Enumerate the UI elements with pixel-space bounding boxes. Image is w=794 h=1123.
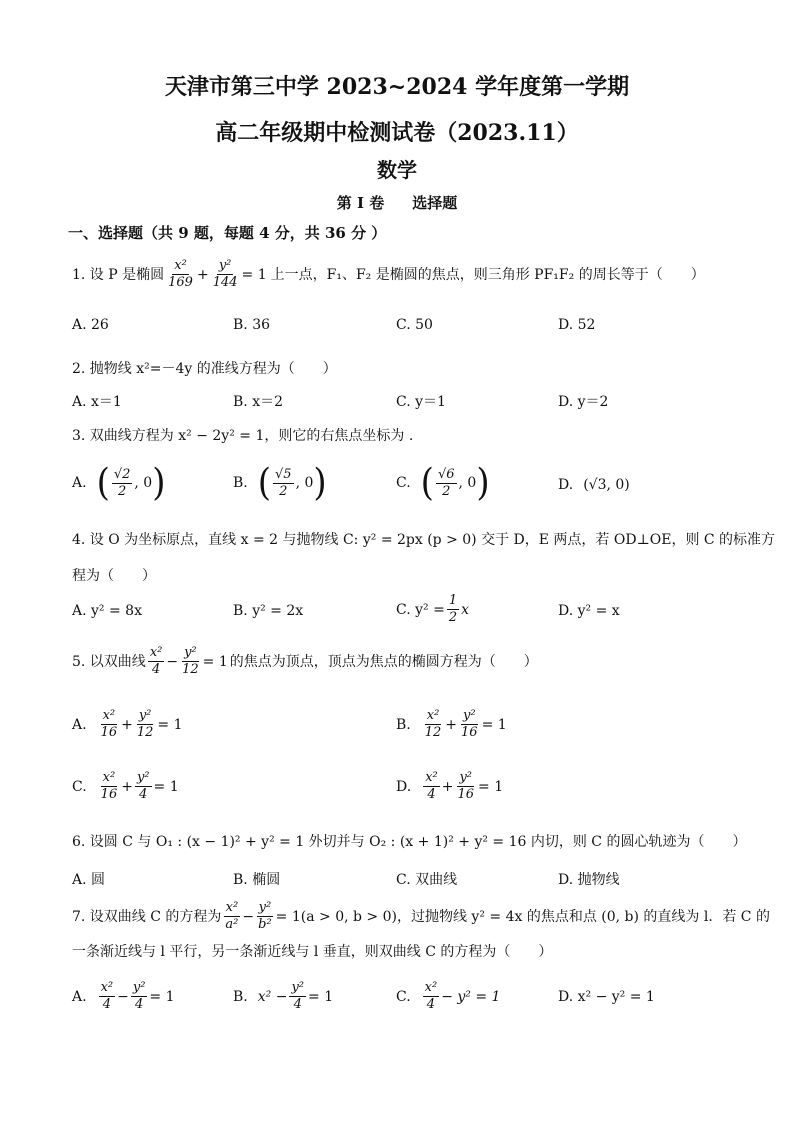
q7-frac-1: $\frac{\text{x²}}{\text{a²}}$ — [225, 900, 239, 932]
part-label: 第 I 卷 — [336, 194, 385, 212]
q5-frac-2: $\frac{\text{y²}}{12}$ — [182, 645, 199, 677]
exam-subject: 数学 — [377, 158, 417, 182]
q6-option-d[interactable]: D. 抛物线 — [558, 872, 620, 888]
q7-frac-2: $\frac{\text{y²}}{\text{b²}}$ — [258, 900, 272, 932]
q3-option-c[interactable]: C. ( $\frac{√6}{2}$ , 0 ) — [396, 461, 490, 505]
q7-option-b[interactable]: B. x² − $\frac{\text{y²}}{4}$ = 1 — [233, 980, 334, 1012]
q4-option-b[interactable]: B. y² = 2x — [233, 603, 304, 619]
q2-option-c[interactable]: C. y＝1 — [396, 394, 446, 410]
q4-option-a[interactable]: A. y² = 8x — [72, 603, 142, 619]
q1-option-c[interactable]: C. 50 — [396, 317, 433, 333]
question-7-line1: 7. 设双曲线 C 的方程为 $\frac{\text{x²}}{\text{a²}}$ − $\frac{\text{y²}}{\text{b²}}$ = 1(a > 0, b > 0)，过抛物线 y² = 4x 的焦点和点 (0, b) 的直线为 l．若 C 的 — [72, 900, 770, 932]
q3-option-a[interactable]: A. ( $\frac{√2}{2}$ , 0 ) — [72, 461, 166, 505]
q5-stem-pre: 5. 以双曲线 — [72, 653, 146, 670]
question-1 — [72, 258, 705, 291]
exam-part-heading — [0, 192, 794, 213]
q1-stem-post: 上一点，F₁、F₂ 是椭圆的焦点，则三角形 PF₁F₂ 的周长等于（ ） — [270, 266, 705, 283]
q7-option-d[interactable]: D. x² − y² = 1 — [558, 989, 655, 1005]
q6-option-a[interactable]: A. 圆 — [72, 872, 106, 888]
q1-stem-pre: 1. 设 P 是椭圆 — [72, 266, 165, 283]
question-3: 3. 双曲线方程为 x² − 2y² = 1，则它的右焦点坐标为 . — [72, 428, 414, 444]
question-4-line2: 程为（ ） — [72, 568, 156, 584]
q1-option-d[interactable]: D. 52 — [558, 317, 596, 333]
q5-option-a[interactable]: A. $\frac{\text{x²}}{16}$ + $\frac{\text{y²}}{12}$ = 1 — [72, 708, 183, 740]
q3c-frac: $\frac{√6}{2}$ — [437, 466, 455, 499]
q5-option-b[interactable]: B. $\frac{\text{x²}}{12}$ + $\frac{\text{y²}}{16}$ = 1 — [396, 708, 507, 740]
section-heading: 一、选择题（共 9 题，每题 4 分，共 36 分 ） — [68, 224, 387, 242]
q1-frac-1: $\frac{\text{x²}}{169}$ — [168, 258, 193, 290]
q6-option-b[interactable]: B. 椭圆 — [233, 872, 281, 888]
exam-title-line1: 天津市第三中学 2023~2024 学年度第一学期 — [164, 74, 630, 100]
part-name: 选择题 — [412, 194, 458, 212]
question-4-line1: 4. 设 O 为坐标原点，直线 x = 2 与抛物线 C: y² = 2px (p > 0) 交于 D，E 两点，若 OD⊥OE，则 C 的标准方 — [72, 532, 776, 548]
q1-plus: + — [196, 266, 209, 283]
q7-stem-mid: = 1(a > 0, b > 0)，过抛物线 y² = 4x 的焦点和点 (0, b) 的直线为 l．若 C 的 — [275, 908, 770, 925]
q2-option-d[interactable]: D. y＝2 — [558, 394, 609, 410]
q3b-frac: $\frac{√5}{2}$ — [275, 466, 292, 499]
q2-option-a[interactable]: A. x＝1 — [72, 394, 122, 410]
q7-option-a[interactable]: A. $\frac{\text{x²}}{4}$ − $\frac{\text{y²}}{4}$ = 1 — [72, 980, 175, 1012]
q1-option-a[interactable]: A. 26 — [72, 317, 109, 333]
q4-option-c[interactable]: C. y² = $\frac{1}{2}$ x — [396, 593, 470, 625]
q4c-frac: $\frac{1}{2}$ — [448, 593, 458, 625]
q1-option-b[interactable]: B. 36 — [233, 317, 271, 333]
q5-option-c[interactable]: C. $\frac{\text{x²}}{16}$ + $\frac{\text{y²}}{4}$ = 1 — [72, 770, 179, 802]
question-2: 2. 抛物线 x²=－4y 的准线方程为（ ） — [72, 361, 337, 377]
q7-stem-pre: 7. 设双曲线 C 的方程为 — [72, 908, 222, 925]
q5-option-d[interactable]: D. $\frac{\text{x²}}{4}$ + $\frac{\text{y²}}{16}$ = 1 — [396, 770, 504, 802]
q1-frac-2: $\frac{\text{y²}}{144}$ — [212, 258, 238, 290]
q3-option-b[interactable]: B. ( $\frac{√5}{2}$ , 0 ) — [233, 461, 327, 505]
q4-option-d[interactable]: D. y² = x — [558, 603, 620, 619]
q6-option-c[interactable]: C. 双曲线 — [396, 872, 458, 888]
exam-title-line2: 高二年级期中检测试卷（2023.11） — [215, 120, 579, 146]
q5-frac-1: $\frac{\text{x²}}{4}$ — [149, 645, 163, 677]
q2-option-b[interactable]: B. x＝2 — [233, 394, 283, 410]
question-7-line2: 一条渐近线与 l 平行，另一条渐近线与 l 垂直，则双曲线 C 的方程为（ ） — [72, 944, 553, 960]
q5-stem-post: 的焦点为顶点，顶点为焦点的椭圆方程为（ ） — [229, 653, 538, 670]
q3-option-d[interactable]: D. (√3, 0) — [558, 477, 630, 493]
question-5: 5. 以双曲线 $\frac{\text{x²}}{4}$ − $\frac{\text{y²}}{12}$ = 1 的焦点为顶点，顶点为焦点的椭圆方程为（ ） — [72, 645, 538, 677]
q1-rhs: = 1 — [241, 266, 267, 283]
q3a-frac: $\frac{√2}{2}$ — [113, 466, 131, 499]
q7-option-c[interactable]: C. $\frac{\text{x²}}{4}$ − y² = 1 — [396, 980, 501, 1012]
question-6: 6. 设圆 C 与 O₁ : (x − 1)² + y² = 1 外切并与 O₂ : (x + 1)² + y² = 16 内切，则 C 的圆心轨迹为（ ） — [72, 834, 747, 850]
